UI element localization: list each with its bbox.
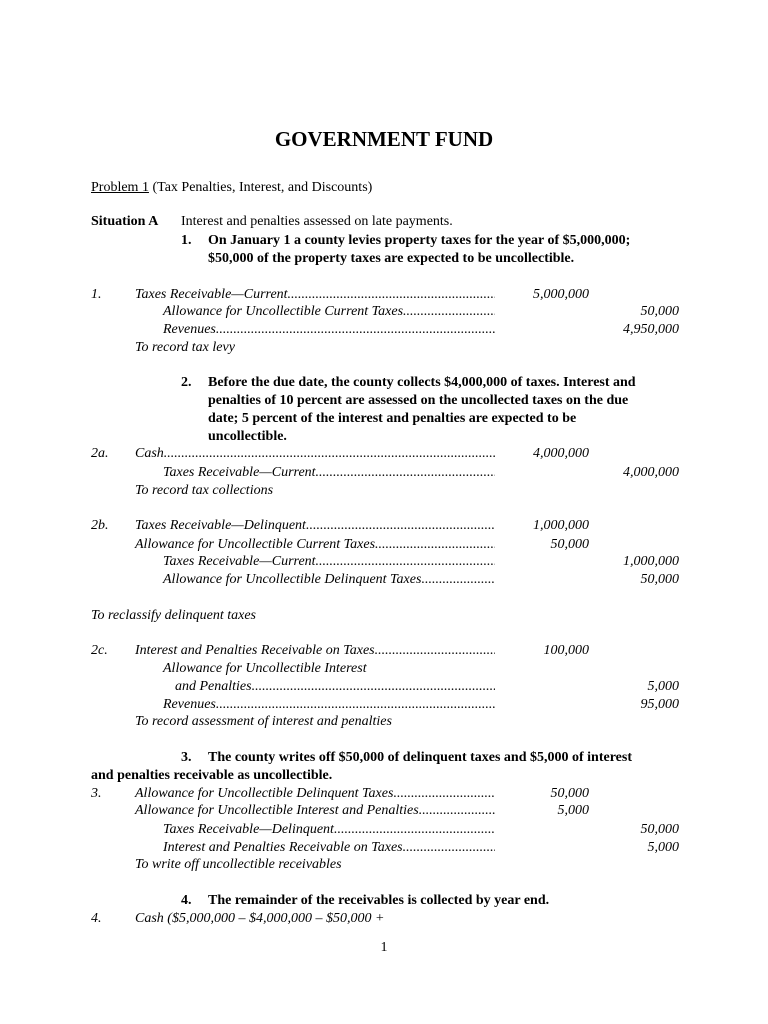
leader-dots [375,536,495,553]
journal-line [135,642,495,659]
journal-line [163,839,495,856]
account-name: Revenues [163,697,216,712]
step-2-line: Before the due date, the county collects $4,000,000 of taxes. Interest and [208,375,636,390]
step-3-line: The county writes off $50,000 of delinquent taxes and $5,000 of interest [208,750,633,765]
entry-memo: To record tax collections [135,483,274,498]
leader-dots [164,445,495,462]
entry-4-label: 4. [91,911,102,926]
entry-2b-label: 2b. [91,518,109,533]
account-name: Allowance for Uncollectible Interest [163,661,367,676]
credit-amount: 50,000 [640,572,679,587]
entry-memo: To write off uncollectible receivables [135,857,342,872]
entry-memo: To record assessment of interest and penalties [135,714,392,729]
account-name: Taxes Receivable—Current [135,287,288,302]
leader-dots [421,571,495,588]
leader-dots [316,553,495,570]
debit-amount: 5,000,000 [533,287,589,302]
journal-line [163,321,495,338]
journal-line [135,536,495,553]
entry-2a-label: 2a. [91,446,109,461]
debit-amount: 50,000 [550,786,589,801]
credit-amount: 50,000 [640,822,679,837]
entry-memo: To record tax levy [135,340,235,355]
journal-line [135,802,495,819]
account-name: Taxes Receivable—Delinquent [163,822,334,837]
leader-dots [375,642,495,659]
credit-amount: 5,000 [647,679,679,694]
account-name: Cash [135,446,164,461]
step-3-line: and penalties receivable as uncollectible. [91,768,333,783]
credit-amount: 4,950,000 [623,322,679,337]
account-name: Allowance for Uncollectible Interest and Penalties [135,803,419,818]
account-name: Taxes Receivable—Delinquent [135,518,306,533]
journal-line [163,821,495,838]
entry-2c-label: 2c. [91,643,108,658]
credit-amount: 50,000 [640,304,679,319]
debit-amount: 100,000 [543,643,589,658]
account-name: Interest and Penalties Receivable on Taxes [163,840,403,855]
account-name: Taxes Receivable—Current [163,465,316,480]
problem-label: Problem 1 [91,180,149,195]
entry-memo: To reclassify delinquent taxes [91,608,256,623]
leader-dots [216,696,495,713]
account-name: and Penalties [175,679,252,694]
debit-amount: 4,000,000 [533,446,589,461]
step-4-number: 4. [181,893,192,908]
step-1-line: On January 1 a county levies property taxes for the year of $5,000,000; [208,233,631,248]
account-name: Allowance for Uncollectible Delinquent Taxes [135,786,394,801]
account-name: Allowance for Uncollectible Delinquent Taxes [163,572,422,587]
problem-heading [91,179,372,196]
leader-dots [316,464,495,481]
journal-line [163,571,495,588]
leader-dots [334,821,495,838]
step-1-line: $50,000 of the property taxes are expected to be uncollectible. [208,251,575,266]
debit-amount: 50,000 [550,537,589,552]
entry-3-label: 3. [91,786,102,801]
credit-amount: 4,000,000 [623,465,679,480]
journal-line [163,303,495,320]
step-2-line: penalties of 10 percent are assessed on the uncollected taxes on the due [208,393,629,408]
leader-dots [306,517,495,534]
problem-description: (Tax Penalties, Interest, and Discounts) [148,180,373,195]
account-name: Allowance for Uncollectible Current Taxes [163,304,404,319]
leader-dots [288,286,495,303]
step-2-line: uncollectible. [208,429,287,444]
leader-dots [403,303,495,320]
journal-line [135,445,495,462]
step-4-line: The remainder of the receivables is collected by year end. [208,893,550,908]
leader-dots [403,839,495,856]
step-2-line: date; 5 percent of the interest and penalties are expected to be [208,411,577,426]
debit-amount: 1,000,000 [533,518,589,533]
step-3-number: 3. [181,750,192,765]
leader-dots [393,785,495,802]
debit-amount: 5,000 [557,803,589,818]
account-name: Interest and Penalties Receivable on Taxes [135,643,375,658]
journal-line [163,464,495,481]
leader-dots [216,321,495,338]
situation-description: Interest and penalties assessed on late payments. [181,214,453,229]
credit-amount: 5,000 [647,840,679,855]
journal-line [163,696,495,713]
situation-label: Situation A [91,214,159,229]
entry-1-label: 1. [91,287,102,302]
account-name: Revenues [163,322,216,337]
journal-line [135,785,495,802]
credit-amount: 1,000,000 [623,554,679,569]
leader-dots [419,802,495,819]
step-2-number: 2. [181,375,192,390]
account-name: Taxes Receivable—Current [163,554,316,569]
page-title: GOVERNMENT FUND [274,127,494,151]
journal-line [135,517,495,534]
leader-dots [252,678,495,695]
page-number: 1 [380,940,388,955]
account-name: Cash ($5,000,000 – $4,000,000 – $50,000 + [135,911,385,926]
journal-line [175,678,495,695]
journal-line [135,286,495,303]
journal-line [163,553,495,570]
step-1-number: 1. [181,233,192,248]
account-name: Allowance for Uncollectible Current Taxes [135,537,376,552]
credit-amount: 95,000 [640,697,679,712]
